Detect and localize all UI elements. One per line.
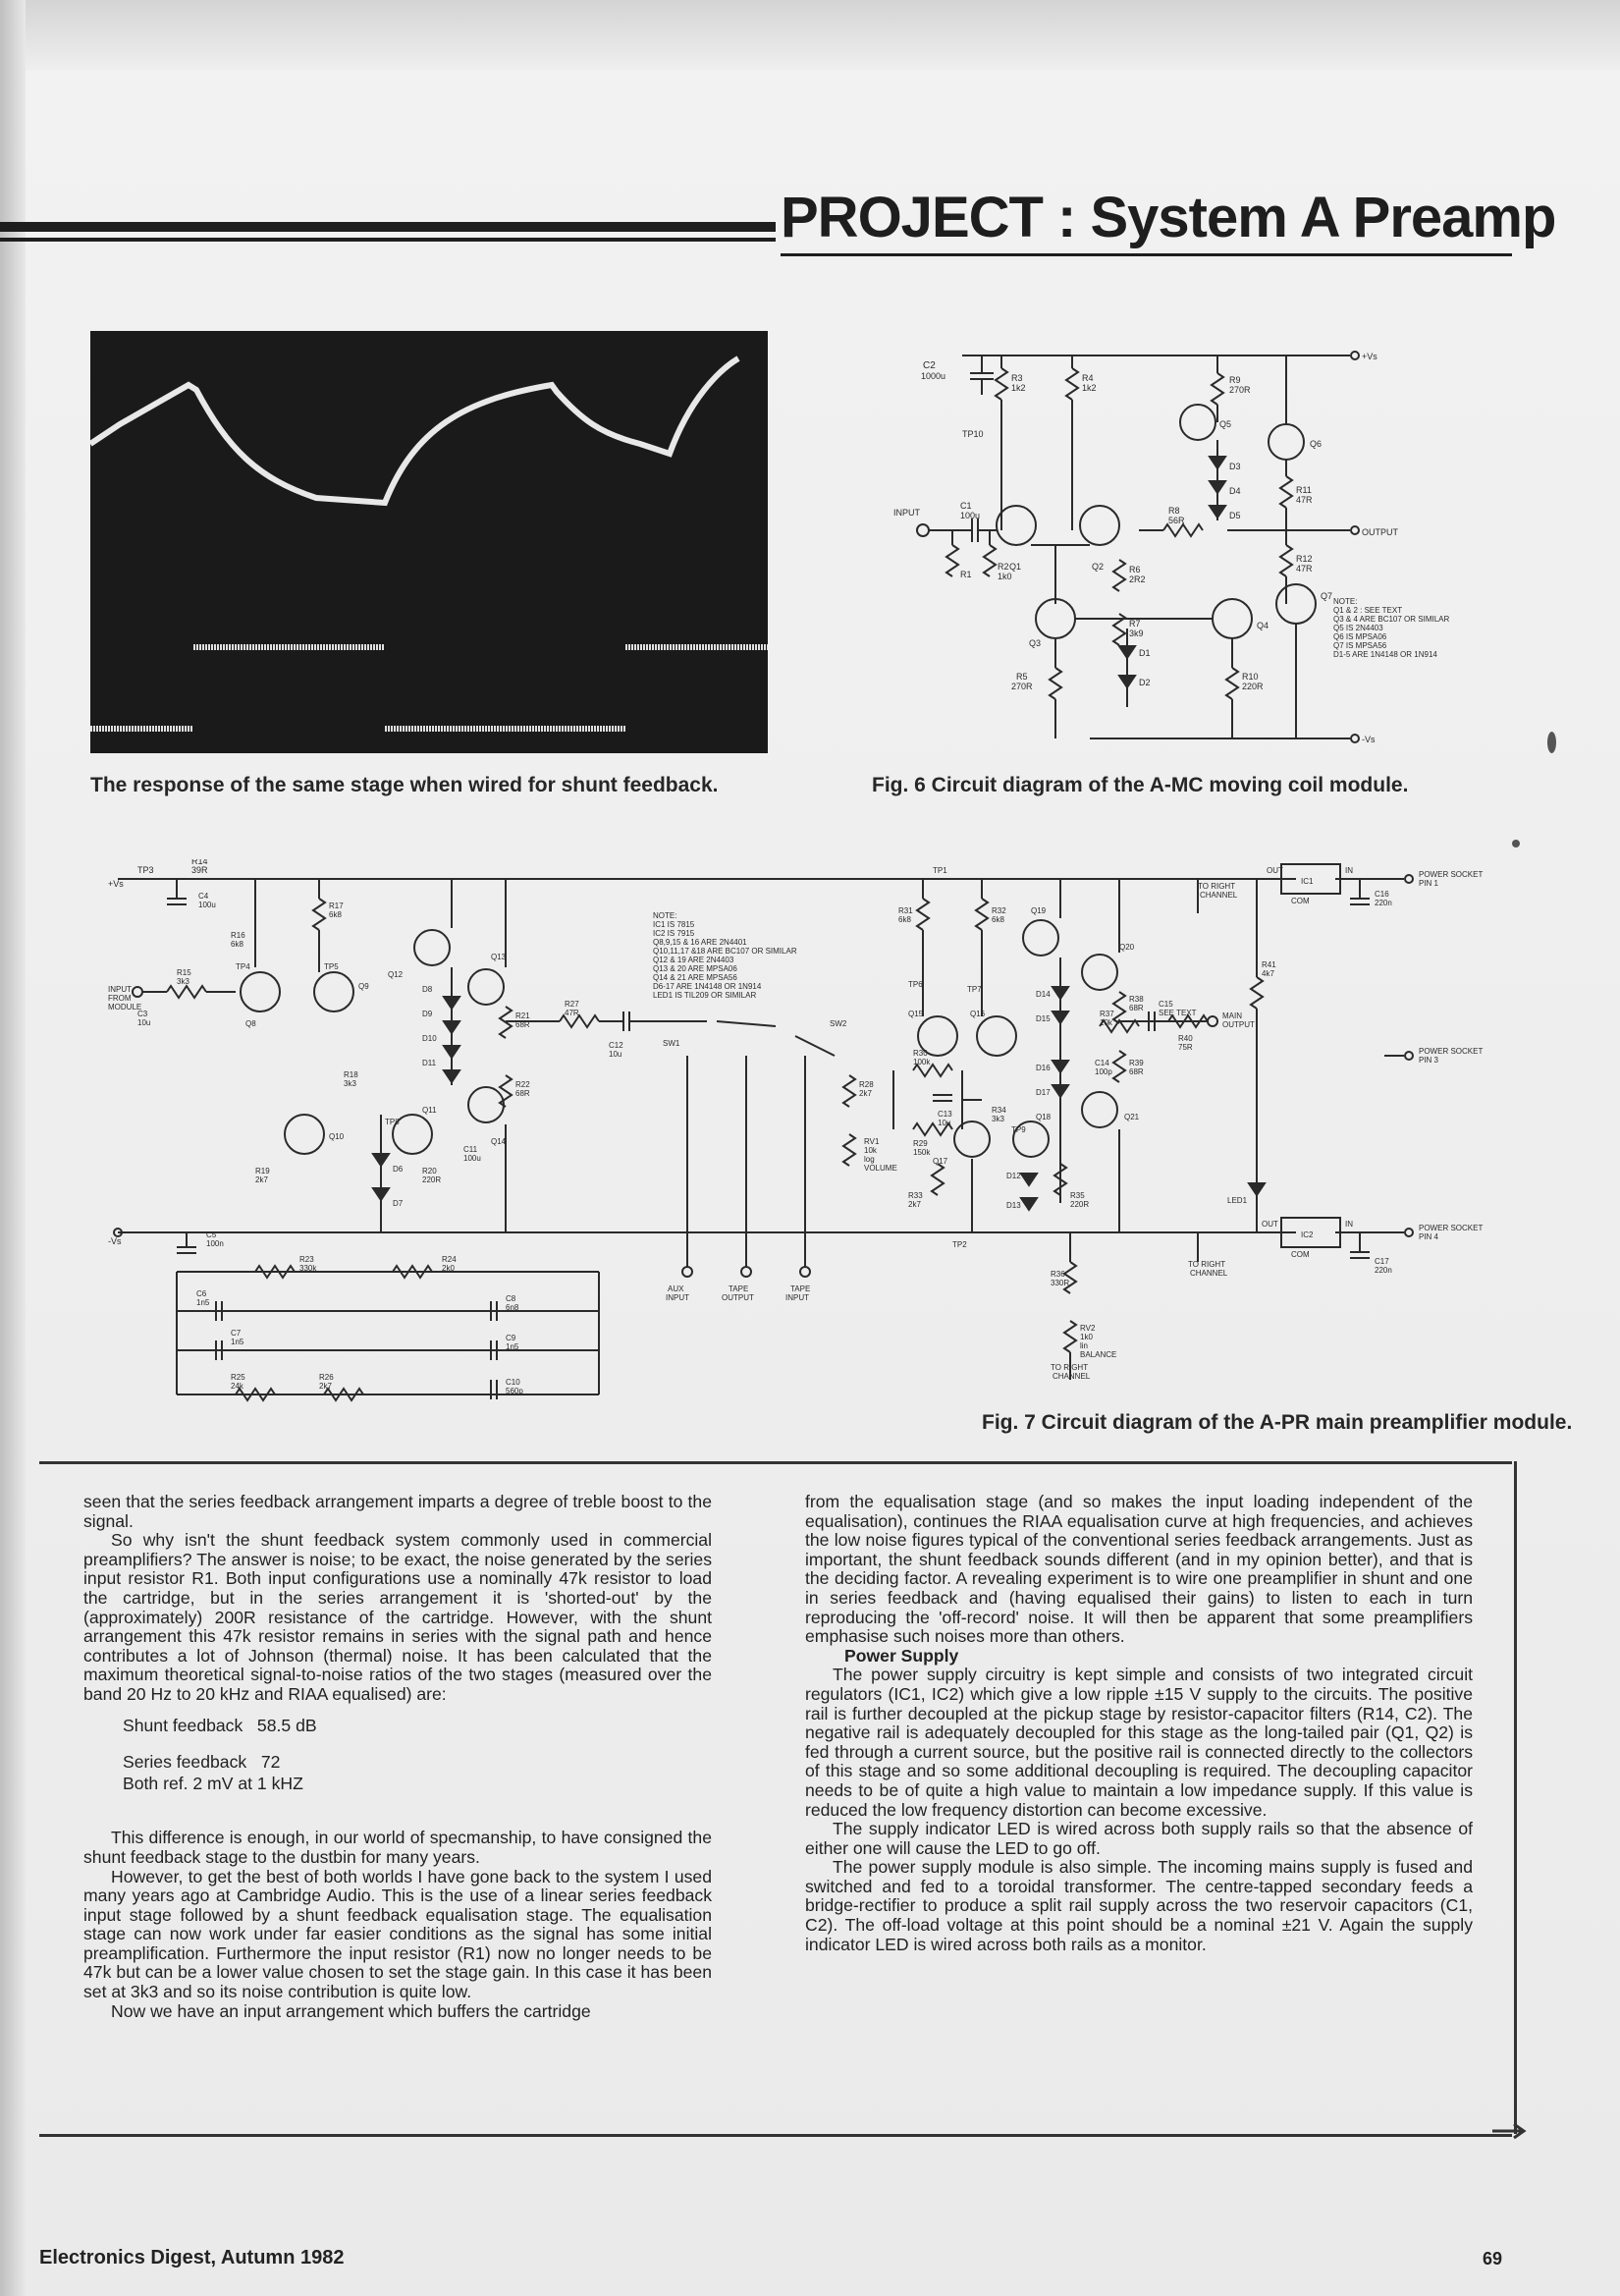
svg-text:R22: R22 [515,1080,530,1089]
svg-text:RV1: RV1 [864,1137,880,1146]
scope-caption: The response of the same stage when wired for shunt feedback. [90,774,719,796]
paragraph: The supply indicator LED is wired across both supply rails so that the absence of either one will cause the LED to go off. [805,1819,1473,1858]
svg-text:INPUT: INPUT [108,985,132,994]
svg-text:R36: R36 [1051,1270,1065,1279]
svg-text:2k7: 2k7 [255,1175,268,1184]
svg-text:C7: C7 [231,1329,242,1338]
svg-text:10k: 10k [1100,1018,1112,1027]
svg-text:R40: R40 [1178,1034,1193,1043]
svg-text:TP3: TP3 [137,865,154,875]
svg-text:Q13 & 20 ARE MPSA06: Q13 & 20 ARE MPSA06 [653,964,737,973]
svg-text:R12: R12 [1296,554,1313,564]
svg-text:3k3: 3k3 [992,1115,1004,1123]
fig6-schematic [864,334,1551,756]
svg-text:56R: 56R [1168,516,1185,525]
svg-text:R17: R17 [329,902,344,910]
svg-text:10u: 10u [938,1119,951,1127]
svg-text:TP1: TP1 [933,866,947,875]
fig6-c2-label: C2 [923,360,936,371]
fig6-c2-value: 1000u [921,371,946,381]
svg-text:D13: D13 [1006,1201,1021,1210]
svg-text:330k: 330k [299,1264,317,1273]
svg-text:220n: 220n [1375,899,1392,907]
svg-text:Q10,11,17 &18 ARE BC107 OR SIM: Q10,11,17 &18 ARE BC107 OR SIMILAR [653,947,797,956]
svg-text:Q20: Q20 [1119,943,1135,952]
svg-text:3k9: 3k9 [1129,629,1144,638]
svg-text:lin: lin [1080,1341,1089,1350]
svg-text:R10: R10 [1242,672,1259,682]
svg-text:6k8: 6k8 [329,910,342,919]
svg-text:Q19: Q19 [1031,906,1047,915]
svg-text:R20: R20 [422,1167,437,1175]
svg-text:CHANNEL: CHANNEL [1053,1372,1091,1381]
svg-text:R24: R24 [442,1255,457,1264]
svg-text:47R: 47R [1296,495,1313,505]
publication-footer: Electronics Digest, Autumn 1982 [39,2247,345,2269]
svg-text:IC2 IS 7915: IC2 IS 7915 [653,929,695,938]
svg-text:Q13: Q13 [491,953,507,961]
svg-text:D2: D2 [1139,678,1151,687]
svg-text:C12: C12 [609,1041,623,1050]
svg-text:R3: R3 [1011,373,1023,383]
svg-text:Q11: Q11 [422,1106,437,1115]
svg-text:D5: D5 [1229,511,1241,520]
svg-text:4k7: 4k7 [1262,969,1274,978]
svg-text:R30: R30 [913,1049,928,1058]
svg-text:68R: 68R [1129,1004,1144,1012]
result-series: Series feedback 72 [123,1752,281,1773]
svg-text:AUX: AUX [668,1285,684,1293]
paragraph: from the equalisation stage (and so makes the input loading independent of the equalisation), continues the RIAA equalisation curve at high frequencies, and achieves the low noise figures typical of the conventional series feedback arrangements. Just as important, the shunt feedback sounds different (and in my opinion better), and that is the deciding factor. A revealing experiment is to wire one preamplifier in shunt and one in series feedback and (having equalised their gains) to listen to each in turn reproducing the 'off-record' noise. It will then be apparent that some preamplifiers emphasise such noises more than others. [805,1492,1473,1647]
svg-text:2k7: 2k7 [319,1382,332,1391]
svg-text:C15: C15 [1159,1000,1173,1009]
svg-text:COM: COM [1291,897,1310,905]
svg-text:R5: R5 [1016,672,1028,682]
fig7-schematic [108,859,1551,1419]
svg-text:C14: C14 [1095,1059,1109,1067]
paragraph: So why isn't the shunt feedback system commonly used in commercial preamplifiers? The answer is noise; to be exact, the noise generated by the series input resistor R1. Both input configurations use a nominally 47k resistor to load the cartridge, but in the series arrangement it is 'shorted-out' by the (approximately) 200R resistance of the cartridge. However, with the shunt arrangement this 47k resistor remains in series with the signal path and hence contributes a lot of Johnson (thermal) noise. It has been calculated that the maximum theoretical signal-to-noise ratios of the two stages (measured over the band 20 Hz to 20 kHz and RIAA equalised) are: [83,1530,712,1704]
svg-text:Q3 & 4 ARE BC107 OR SIMILAR: Q3 & 4 ARE BC107 OR SIMILAR [1333,615,1450,624]
svg-text:IN: IN [1345,866,1353,875]
svg-text:SW2: SW2 [830,1019,847,1028]
svg-text:R34: R34 [992,1106,1006,1115]
svg-text:+Vs: +Vs [108,879,124,889]
svg-text:D6: D6 [393,1165,404,1174]
svg-text:OUT: OUT [1262,1220,1278,1229]
scan-speck [1512,840,1520,847]
svg-text:Q18: Q18 [1036,1113,1052,1121]
fig7-caption: Fig. 7 Circuit diagram of the A-PR main preamplifier module. [982,1411,1573,1434]
svg-text:Q9: Q9 [358,982,369,991]
svg-text:Q17: Q17 [933,1157,948,1166]
svg-text:R31: R31 [898,906,913,915]
paragraph: This difference is enough, in our world of specmanship, to have consigned the shunt feedback stage to the dustbin for many years. [83,1828,712,1867]
svg-text:D3: D3 [1229,462,1241,471]
svg-text:R18: R18 [344,1070,358,1079]
svg-text:D14: D14 [1036,990,1051,999]
svg-text:220R: 220R [1070,1200,1090,1209]
svg-text:1n5: 1n5 [506,1342,519,1351]
svg-text:R25: R25 [231,1373,245,1382]
svg-text:R27: R27 [565,1000,579,1009]
svg-text:VOLUME: VOLUME [864,1164,897,1173]
svg-text:PIN 3: PIN 3 [1419,1056,1439,1065]
svg-text:R16: R16 [231,931,245,940]
svg-text:+Vs: +Vs [1362,352,1377,361]
article-left-column [83,1493,712,2021]
svg-text:220R: 220R [422,1175,442,1184]
svg-text:R33: R33 [908,1191,923,1200]
svg-text:D6-17 ARE 1N4148 OR 1N914: D6-17 ARE 1N4148 OR 1N914 [653,982,762,991]
svg-text:1k2: 1k2 [1082,383,1097,393]
article-frame-right [1514,1461,1517,2134]
svg-text:R26: R26 [319,1373,334,1382]
svg-text:TO RIGHT: TO RIGHT [1051,1363,1089,1372]
svg-text:D9: D9 [422,1010,433,1018]
title-underline [781,253,1512,256]
svg-text:D10: D10 [422,1034,437,1043]
svg-text:10u: 10u [137,1018,151,1027]
svg-text:LED1: LED1 [1227,1196,1248,1205]
svg-text:INPUT: INPUT [666,1293,689,1302]
svg-text:3k3: 3k3 [344,1079,356,1088]
oscilloscope-photo [90,331,768,753]
svg-text:68R: 68R [515,1020,530,1029]
svg-text:TP4: TP4 [236,962,250,971]
svg-text:R32: R32 [992,906,1006,915]
svg-text:IN: IN [1345,1220,1353,1229]
svg-text:R19: R19 [255,1167,270,1175]
svg-text:1k0: 1k0 [998,572,1012,581]
svg-text:100u: 100u [960,511,981,520]
continue-arrow-icon [1492,2121,1532,2141]
svg-text:47R: 47R [565,1009,579,1017]
svg-text:BALANCE: BALANCE [1080,1350,1117,1359]
svg-text:TP7: TP7 [967,985,982,994]
svg-text:6k8: 6k8 [898,915,911,924]
svg-text:C10: C10 [506,1378,520,1387]
svg-text:RV2: RV2 [1080,1324,1096,1333]
paragraph: Now we have an input arrangement which buffers the cartridge [111,2000,591,2021]
svg-text:Q12 & 19 ARE 2N4403: Q12 & 19 ARE 2N4403 [653,956,734,964]
svg-text:D16: D16 [1036,1064,1051,1072]
svg-text:TP6: TP6 [908,980,923,989]
svg-text:CHANNEL: CHANNEL [1200,891,1238,900]
svg-text:D8: D8 [422,985,433,994]
svg-text:TP9: TP9 [1011,1125,1026,1134]
svg-text:IC1: IC1 [1301,877,1314,886]
svg-text:Q7: Q7 [1321,591,1333,601]
svg-text:POWER SOCKET: POWER SOCKET [1419,870,1484,879]
svg-text:Q4: Q4 [1257,621,1269,630]
svg-text:PIN 1: PIN 1 [1419,879,1439,888]
svg-text:C6: C6 [196,1289,207,1298]
svg-text:C13: C13 [938,1110,952,1119]
svg-text:TO RIGHT: TO RIGHT [1198,882,1236,891]
page-number: 69 [1483,2249,1503,2269]
svg-text:Q16: Q16 [970,1010,986,1018]
svg-text:C5: C5 [206,1230,217,1239]
svg-text:MAIN: MAIN [1222,1011,1242,1020]
svg-text:Q8,9,15 & 16 ARE 2N4401: Q8,9,15 & 16 ARE 2N4401 [653,938,747,947]
svg-text:220R: 220R [1242,682,1264,691]
svg-text:Q6 IS MPSA06: Q6 IS MPSA06 [1333,632,1387,641]
svg-text:Q8: Q8 [245,1019,256,1028]
svg-text:TAPE: TAPE [729,1285,749,1293]
article-right-column [805,1493,1473,1954]
page-title: PROJECT : System A Preamp [781,186,1556,249]
svg-text:R35: R35 [1070,1191,1085,1200]
svg-text:Q14: Q14 [491,1137,507,1146]
svg-text:Q5: Q5 [1219,419,1232,429]
svg-text:INPUT: INPUT [785,1293,809,1302]
paragraph: seen that the series feedback arrangement imparts a degree of treble boost to the signal. [83,1492,712,1531]
svg-text:POWER SOCKET: POWER SOCKET [1419,1224,1484,1232]
svg-text:R41: R41 [1262,960,1276,969]
svg-text:75R: 75R [1178,1043,1193,1052]
svg-text:3k3: 3k3 [177,977,189,986]
svg-text:6k8: 6k8 [231,940,243,949]
svg-text:2k7: 2k7 [908,1200,921,1209]
svg-text:R7: R7 [1129,619,1141,629]
paragraph: The power supply circuitry is kept simple and consists of two integrated circuit regulators (IC1, IC2) which give a low ripple ±15 V supply to the circuits. The positive rail is further decoupled at the pickup stage by resistor-capacitor filters (R14, C2). The negative rail is adequately decoupled for this stage as the long-tailed pair (Q1, Q2) is fed through a current source, but the positive rail is connected directly to the collectors of this stage and so some additional decoupling is required. The decoupling capacitor needs to be of quite a high value to maintain a low impedance supply. If this value is reduced the low frequency distortion can become excessive. [805,1665,1473,1820]
svg-text:R1: R1 [960,570,972,579]
svg-text:D1-5 ARE 1N4148 OR 1N914: D1-5 ARE 1N4148 OR 1N914 [1333,650,1437,659]
svg-text:NOTE:: NOTE: [653,911,677,920]
svg-text:560p: 560p [506,1387,523,1395]
svg-text:R23: R23 [299,1255,314,1264]
svg-text:220n: 220n [1375,1266,1392,1275]
svg-text:6k8: 6k8 [992,915,1004,924]
svg-text:10u: 10u [609,1050,622,1059]
svg-text:D12: D12 [1006,1172,1021,1180]
svg-text:R39: R39 [1129,1059,1144,1067]
svg-text:R4: R4 [1082,373,1094,383]
svg-text:R6: R6 [1129,565,1141,574]
svg-text:Q1: Q1 [1009,562,1022,572]
svg-text:R37: R37 [1100,1010,1114,1018]
svg-text:TP5: TP5 [324,962,339,971]
svg-text:TAPE: TAPE [790,1285,811,1293]
svg-text:TP10: TP10 [962,429,984,439]
svg-text:TO RIGHT: TO RIGHT [1188,1260,1226,1269]
svg-text:68R: 68R [515,1089,530,1098]
svg-text:1k0: 1k0 [1080,1333,1093,1341]
svg-text:Q6: Q6 [1310,439,1323,449]
svg-text:R15: R15 [177,968,191,977]
scan-top-shadow [0,0,1620,71]
svg-text:OUTPUT: OUTPUT [722,1293,754,1302]
svg-text:-Vs: -Vs [1362,735,1376,744]
svg-text:2k7: 2k7 [859,1089,872,1098]
svg-text:100k: 100k [913,1058,931,1066]
svg-text:2k0: 2k0 [442,1264,455,1273]
svg-text:100u: 100u [198,901,216,909]
svg-text:24k: 24k [231,1382,243,1391]
svg-text:C4: C4 [198,892,209,901]
paragraph: The power supply module is also simple. The incoming mains supply is fused and switched and fed to a toroidal transformer. The centre-tapped secondary feeds a bridge-rectifier to produce a split rail supply across the two reservoir capacitors (C1, C2). The off-load voltage at this point should be a nominal ±21 V. Again the supply indicator LED is wired across both rails as a monitor. [805,1857,1473,1954]
svg-text:D15: D15 [1036,1014,1051,1023]
svg-text:LED1 IS TIL209 OR SIMILAR: LED1 IS TIL209 OR SIMILAR [653,991,757,1000]
svg-text:100n: 100n [206,1239,224,1248]
svg-text:C9: C9 [506,1334,516,1342]
svg-text:R9: R9 [1229,375,1241,385]
svg-text:1n5: 1n5 [196,1298,210,1307]
svg-text:C16: C16 [1375,890,1389,899]
paragraph: However, to get the best of both worlds I have gone back to the system I used many years ago at Cambridge Audio. This is the use of a linear series feedback input stage followed by a shunt feedback equalisation stage. The equalisation stage can now work under far easier conditions as the signal has some initial preamplification. Furthermore the input resistor (R1) now no longer needs to be 47k but can be a lower value chosen to set the stage gain. In this case it has been set at 3k3 and so its noise contribution is quite low. [83,1866,712,2002]
svg-text:C1: C1 [960,501,972,511]
power-supply-heading: Power Supply [844,1645,959,1666]
svg-text:270R: 270R [1229,385,1251,395]
svg-text:10k: 10k [864,1146,877,1155]
svg-text:6n8: 6n8 [506,1303,519,1312]
svg-text:D1: D1 [1139,648,1151,658]
svg-text:OUTPUT: OUTPUT [1222,1020,1255,1029]
svg-text:Q21: Q21 [1124,1113,1140,1121]
svg-text:R29: R29 [913,1139,928,1148]
svg-text:R21: R21 [515,1011,530,1020]
svg-text:TP2: TP2 [952,1240,967,1249]
svg-text:Q15: Q15 [908,1010,924,1018]
svg-text:47R: 47R [1296,564,1313,574]
svg-text:68R: 68R [1129,1067,1144,1076]
svg-text:D7: D7 [393,1199,404,1208]
svg-text:INPUT: INPUT [893,508,920,518]
svg-text:-Vs: -Vs [108,1236,122,1246]
svg-text:150k: 150k [913,1148,931,1157]
svg-text:IC2: IC2 [1301,1230,1314,1239]
scan-speck [1547,732,1556,753]
svg-text:Q5 IS 2N4403: Q5 IS 2N4403 [1333,624,1383,632]
svg-text:Q10: Q10 [329,1132,345,1141]
svg-text:D4: D4 [1229,486,1241,496]
svg-text:Q12: Q12 [388,970,404,979]
svg-text:39R: 39R [191,865,208,875]
svg-text:CHANNEL: CHANNEL [1190,1269,1228,1278]
svg-text:330R: 330R [1051,1279,1070,1287]
svg-text:R14: R14 [191,859,208,866]
svg-text:R38: R38 [1129,995,1144,1004]
svg-text:1n5: 1n5 [231,1338,244,1346]
svg-text:FROM: FROM [108,994,132,1003]
svg-text:C8: C8 [506,1294,516,1303]
svg-text:OUTPUT: OUTPUT [1362,527,1398,537]
svg-text:log: log [864,1155,875,1164]
svg-text:TP8: TP8 [385,1118,400,1126]
svg-text:SEE TEXT: SEE TEXT [1159,1009,1197,1017]
svg-text:C17: C17 [1375,1257,1389,1266]
svg-text:Q1 & 2 : SEE TEXT: Q1 & 2 : SEE TEXT [1333,606,1403,615]
result-shunt: Shunt feedback 58.5 dB [123,1715,317,1735]
svg-text:2R2: 2R2 [1129,574,1146,584]
svg-text:100p: 100p [1095,1067,1112,1076]
svg-text:SW1: SW1 [663,1039,680,1048]
svg-text:COM: COM [1291,1250,1310,1259]
svg-text:D17: D17 [1036,1088,1051,1097]
svg-text:POWER SOCKET: POWER SOCKET [1419,1047,1484,1056]
svg-text:MODULE: MODULE [108,1003,142,1011]
svg-text:OUT: OUT [1267,866,1283,875]
svg-text:C11: C11 [463,1145,478,1154]
svg-text:PIN 4: PIN 4 [1419,1232,1439,1241]
svg-text:R28: R28 [859,1080,874,1089]
svg-text:D11: D11 [422,1059,437,1067]
svg-text:270R: 270R [1011,682,1033,691]
svg-text:Q7 IS MPSA56: Q7 IS MPSA56 [1333,641,1387,650]
svg-text:Q3: Q3 [1029,638,1042,648]
svg-text:C3: C3 [137,1010,148,1018]
svg-text:Q2: Q2 [1092,562,1105,572]
svg-text:Q14 & 21 ARE MPSA56: Q14 & 21 ARE MPSA56 [653,973,737,982]
svg-text:100u: 100u [463,1154,481,1163]
svg-text:1k2: 1k2 [1011,383,1026,393]
svg-text:NOTE:: NOTE: [1333,597,1358,606]
scan-edge-shadow [0,0,26,2296]
svg-text:IC1 IS 7815: IC1 IS 7815 [653,920,695,929]
svg-text:R2: R2 [998,562,1009,572]
svg-text:R8: R8 [1168,506,1180,516]
header-rule-thin [0,238,776,242]
fig6-caption: Fig. 6 Circuit diagram of the A-MC moving coil module. [872,774,1409,796]
result-reference: Both ref. 2 mV at 1 kHZ [123,1773,303,1793]
svg-text:R11: R11 [1296,485,1312,495]
header-rule [0,222,776,232]
